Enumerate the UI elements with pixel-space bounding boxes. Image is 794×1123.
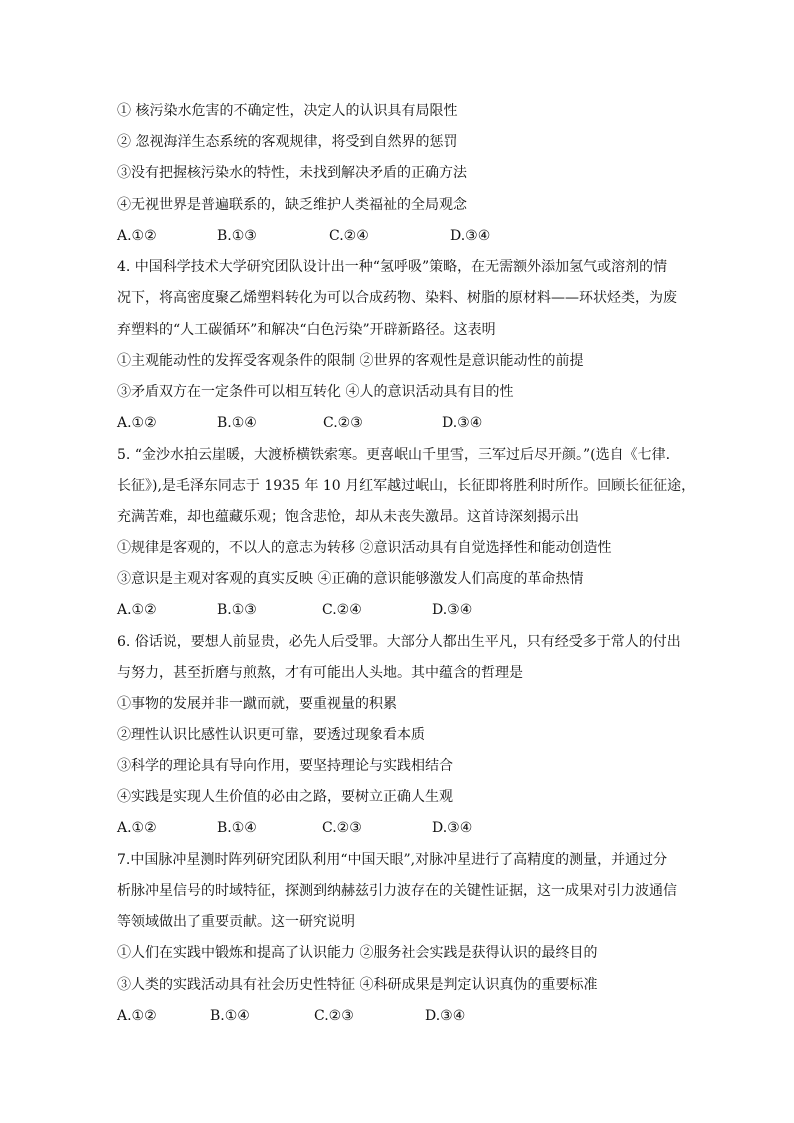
- q5-stem-line-3: 充满苦难，却也蕴藏乐观；饱含悲怆，却从未丧失激昂。这首诗深刻揭示出: [117, 509, 579, 525]
- q5-statements-2: ③意识是主观对客观的真实反映 ④正确的意识能够激发人们高度的革命热情: [117, 571, 584, 587]
- q5-stem-line-1: 5. “金沙水拍云崖暖，大渡桥横铁索寒。更喜岷山千里雪，三军过后尽开颜。”(选自《七律.: [117, 447, 671, 463]
- q7-option-b: B.①④: [210, 1008, 250, 1024]
- q5-option-c: C.②④: [322, 602, 362, 618]
- q6-option-c: C.②③: [322, 820, 362, 836]
- q3-statement-1: ① 核污染水危害的不确定性，决定人的认识具有局限性: [117, 103, 458, 119]
- q6-statement-4: ④实践是实现人生价值的必由之路，要树立正确人生观: [117, 789, 453, 805]
- q7-option-d: D.③④: [425, 1008, 466, 1024]
- q4-stem-line-1: 4. 中国科学技术大学研究团队设计出一种“氢呼吸”策略，在无需额外添加氢气或溶剂的情: [117, 259, 668, 275]
- q5-option-d: D.③④: [432, 602, 473, 618]
- q3-option-a: A.①②: [117, 228, 157, 244]
- q5-option-b: B.①③: [217, 602, 257, 618]
- q6-option-d: D.③④: [432, 820, 473, 836]
- q7-stem-line-3: 等领域做出了重要贡献。这一研究说明: [117, 914, 355, 930]
- q4-stem-line-3: 弃塑料的“人工碳循环”和解决“白色污染”开辟新路径。这表明: [117, 322, 496, 338]
- q4-option-b: B.①④: [217, 415, 257, 431]
- q7-option-a: A.①②: [117, 1008, 157, 1024]
- q3-option-d: D.③④: [450, 228, 491, 244]
- q7-statements-1: ①人们在实践中锻炼和提高了认识能力 ②服务社会实践是获得认识的最终目的: [117, 945, 598, 961]
- q6-statement-1: ①事物的发展并非一蹴而就，要重视量的积累: [117, 696, 397, 712]
- q3-statement-4: ④无视世界是普遍联系的，缺乏维护人类福祉的全局观念: [117, 197, 467, 213]
- q5-statements-1: ①规律是客观的，不以人的意志为转移 ②意识活动具有自觉选择性和能动创造性: [117, 540, 612, 556]
- q6-statement-2: ②理性认识比感性认识更可靠，要透过现象看本质: [117, 727, 425, 743]
- q4-statements-1: ①主观能动性的发挥受客观条件的限制 ②世界的客观性是意识能动性的前提: [117, 353, 584, 369]
- q4-option-a: A.①②: [117, 415, 157, 431]
- q4-stem-line-2: 况下，将高密度聚乙烯塑料转化为可以合成药物、染料、树脂的原材料——环状烃类，为废: [117, 290, 677, 306]
- q3-option-c: C.②④: [329, 228, 369, 244]
- q3-statement-2: ② 忽视海洋生态系统的客观规律，将受到自然界的惩罚: [117, 134, 458, 150]
- q6-stem-line-1: 6. 俗话说，要想人前显贵，必先人后受罪。大部分人都出生平凡，只有经受多于常人的付出: [117, 634, 681, 650]
- q7-statements-2: ③人类的实践活动具有社会历史性特征 ④科研成果是判定认识真伪的重要标准: [117, 977, 598, 993]
- q6-stem-line-2: 与努力，甚至折磨与煎熬，才有可能出人头地。其中蕴含的哲理是: [117, 665, 523, 681]
- q7-stem-line-2: 析脉冲星信号的时域特征，探测到纳赫兹引力波存在的关键性证据，这一成果对引力波通信: [117, 883, 677, 899]
- q4-option-d: D.③④: [442, 415, 483, 431]
- q6-option-b: B.①④: [217, 820, 257, 836]
- q7-option-c: C.②③: [314, 1008, 354, 1024]
- q4-statements-2: ③矛盾双方在一定条件可以相互转化 ④人的意识活动具有目的性: [117, 384, 514, 400]
- q5-option-a: A.①②: [117, 602, 157, 618]
- q3-option-b: B.①③: [217, 228, 257, 244]
- q7-stem-line-1: 7.中国脉冲星测时阵列研究团队利用“中国天眼”,对脉冲星进行了高精度的测量，并通过分: [117, 852, 668, 868]
- q4-option-c: C.②③: [323, 415, 363, 431]
- q6-option-a: A.①②: [117, 820, 157, 836]
- q5-stem-line-2: 长征》),是毛泽东同志于 1935 年 10 月红军越过岷山，长征即将胜利时所作。回顾长征征途，: [117, 478, 696, 494]
- q6-statement-3: ③科学的理论具有导向作用，要坚持理论与实践相结合: [117, 758, 453, 774]
- q3-statement-3: ③没有把握核污染水的特性，未找到解决矛盾的正确方法: [117, 165, 467, 181]
